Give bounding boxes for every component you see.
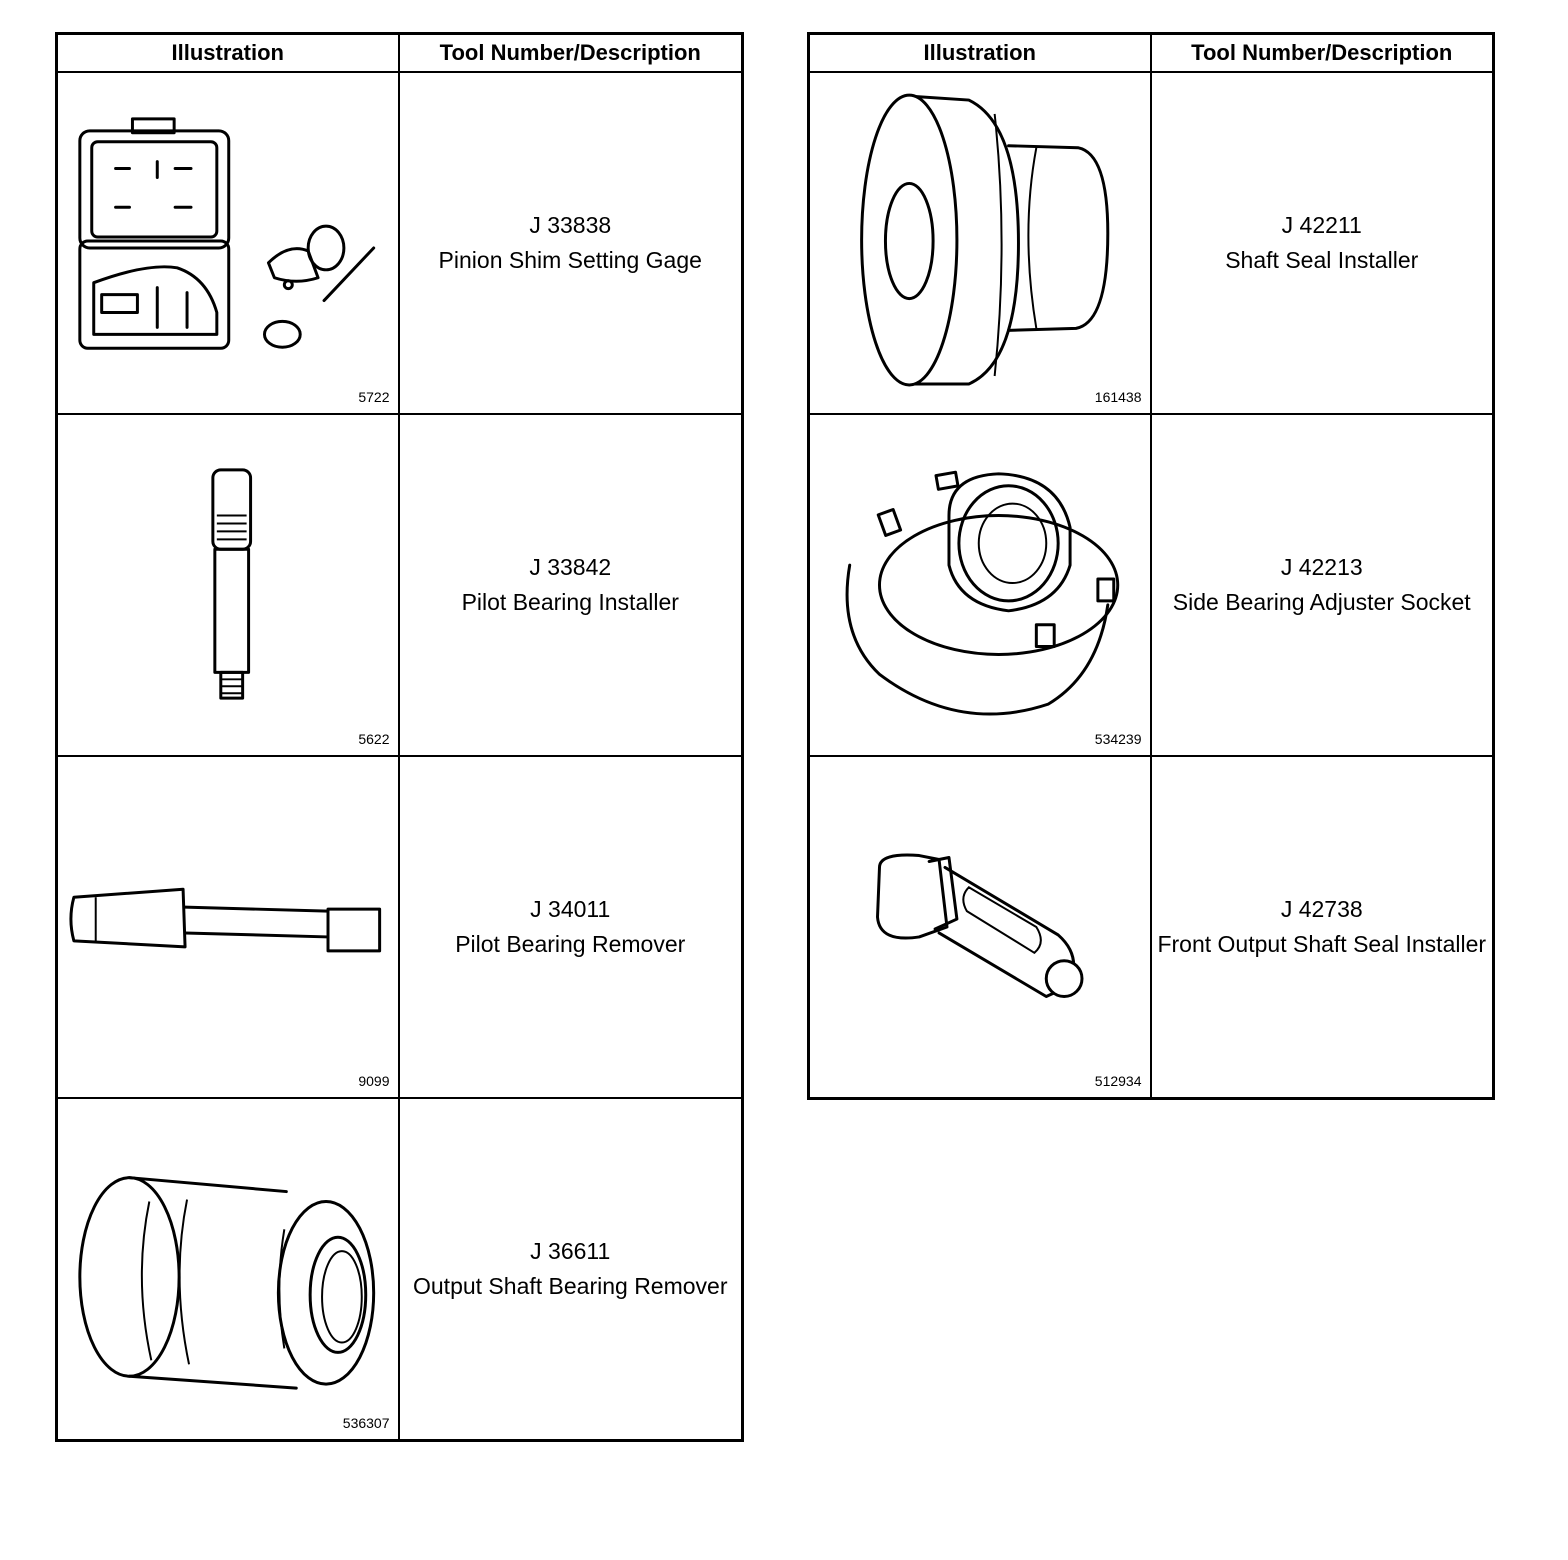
tool-number: J 36611 (530, 1238, 611, 1264)
seal-installer-icon (810, 73, 1150, 413)
tool-description-cell (399, 756, 743, 1098)
figure-number: 5622 (358, 731, 390, 747)
illustration-cell (57, 414, 399, 756)
tool-description: Output Shaft Bearing Remover (413, 1273, 728, 1299)
illustration-cell (809, 414, 1151, 756)
table-row (809, 414, 1494, 756)
table-row (809, 756, 1494, 1099)
tool-description: Side Bearing Adjuster Socket (1172, 589, 1471, 615)
tool-number: J 42211 (1281, 212, 1362, 238)
illustration-cell (57, 72, 399, 414)
tool-table-right (807, 32, 1495, 1100)
illustration-header: Illustration (57, 34, 399, 73)
illustration-cell (809, 72, 1151, 414)
tool-description-header: Tool Number/Description (399, 34, 743, 73)
bearing-installer-icon (58, 415, 398, 755)
front-seal-installer-icon (810, 757, 1150, 1097)
figure-number: 534239 (1094, 731, 1142, 747)
tool-description-cell (1151, 756, 1494, 1099)
tool-number: J 42213 (1280, 554, 1363, 580)
tool-number: J 33838 (529, 212, 612, 238)
tool-description: Pilot Bearing Installer (461, 589, 679, 615)
table-row (809, 72, 1494, 414)
table-row (57, 72, 743, 414)
tool-description-cell (399, 1098, 743, 1441)
tool-description: Pilot Bearing Remover (455, 931, 686, 957)
figure-number: 512934 (1094, 1073, 1142, 1089)
tool-number: J 34011 (530, 896, 611, 922)
tool-description: Front Output Shaft Seal Installer (1157, 931, 1487, 957)
illustration-cell (809, 756, 1151, 1099)
figure-number: 161438 (1094, 389, 1142, 405)
tool-description: Shaft Seal Installer (1225, 247, 1419, 273)
figure-number: 9099 (358, 1073, 390, 1089)
table-row (57, 414, 743, 756)
tool-description-cell (1151, 72, 1494, 414)
table-row (57, 1098, 743, 1441)
tool-description-cell (1151, 414, 1494, 756)
table-row (57, 756, 743, 1098)
tool-description: Pinion Shim Setting Gage (438, 247, 702, 273)
table-header-row (809, 34, 1494, 73)
gage-kit-case-icon (58, 73, 398, 413)
figure-number: 536307 (342, 1415, 390, 1431)
figure-number: 5722 (358, 389, 390, 405)
bearing-remover-icon (58, 757, 398, 1097)
tool-number: J 42738 (1280, 896, 1363, 922)
tool-table-left (55, 32, 744, 1442)
tool-number: J 33842 (529, 554, 612, 580)
tool-description-cell (399, 72, 743, 414)
illustration-header: Illustration (809, 34, 1151, 73)
tool-description-header: Tool Number/Description (1151, 34, 1494, 73)
illustration-cell (57, 756, 399, 1098)
tool-description-cell (399, 414, 743, 756)
illustration-cell (57, 1098, 399, 1441)
shaft-bearing-remover-icon (58, 1099, 398, 1439)
table-header-row (57, 34, 743, 73)
adjuster-socket-icon (810, 415, 1150, 755)
